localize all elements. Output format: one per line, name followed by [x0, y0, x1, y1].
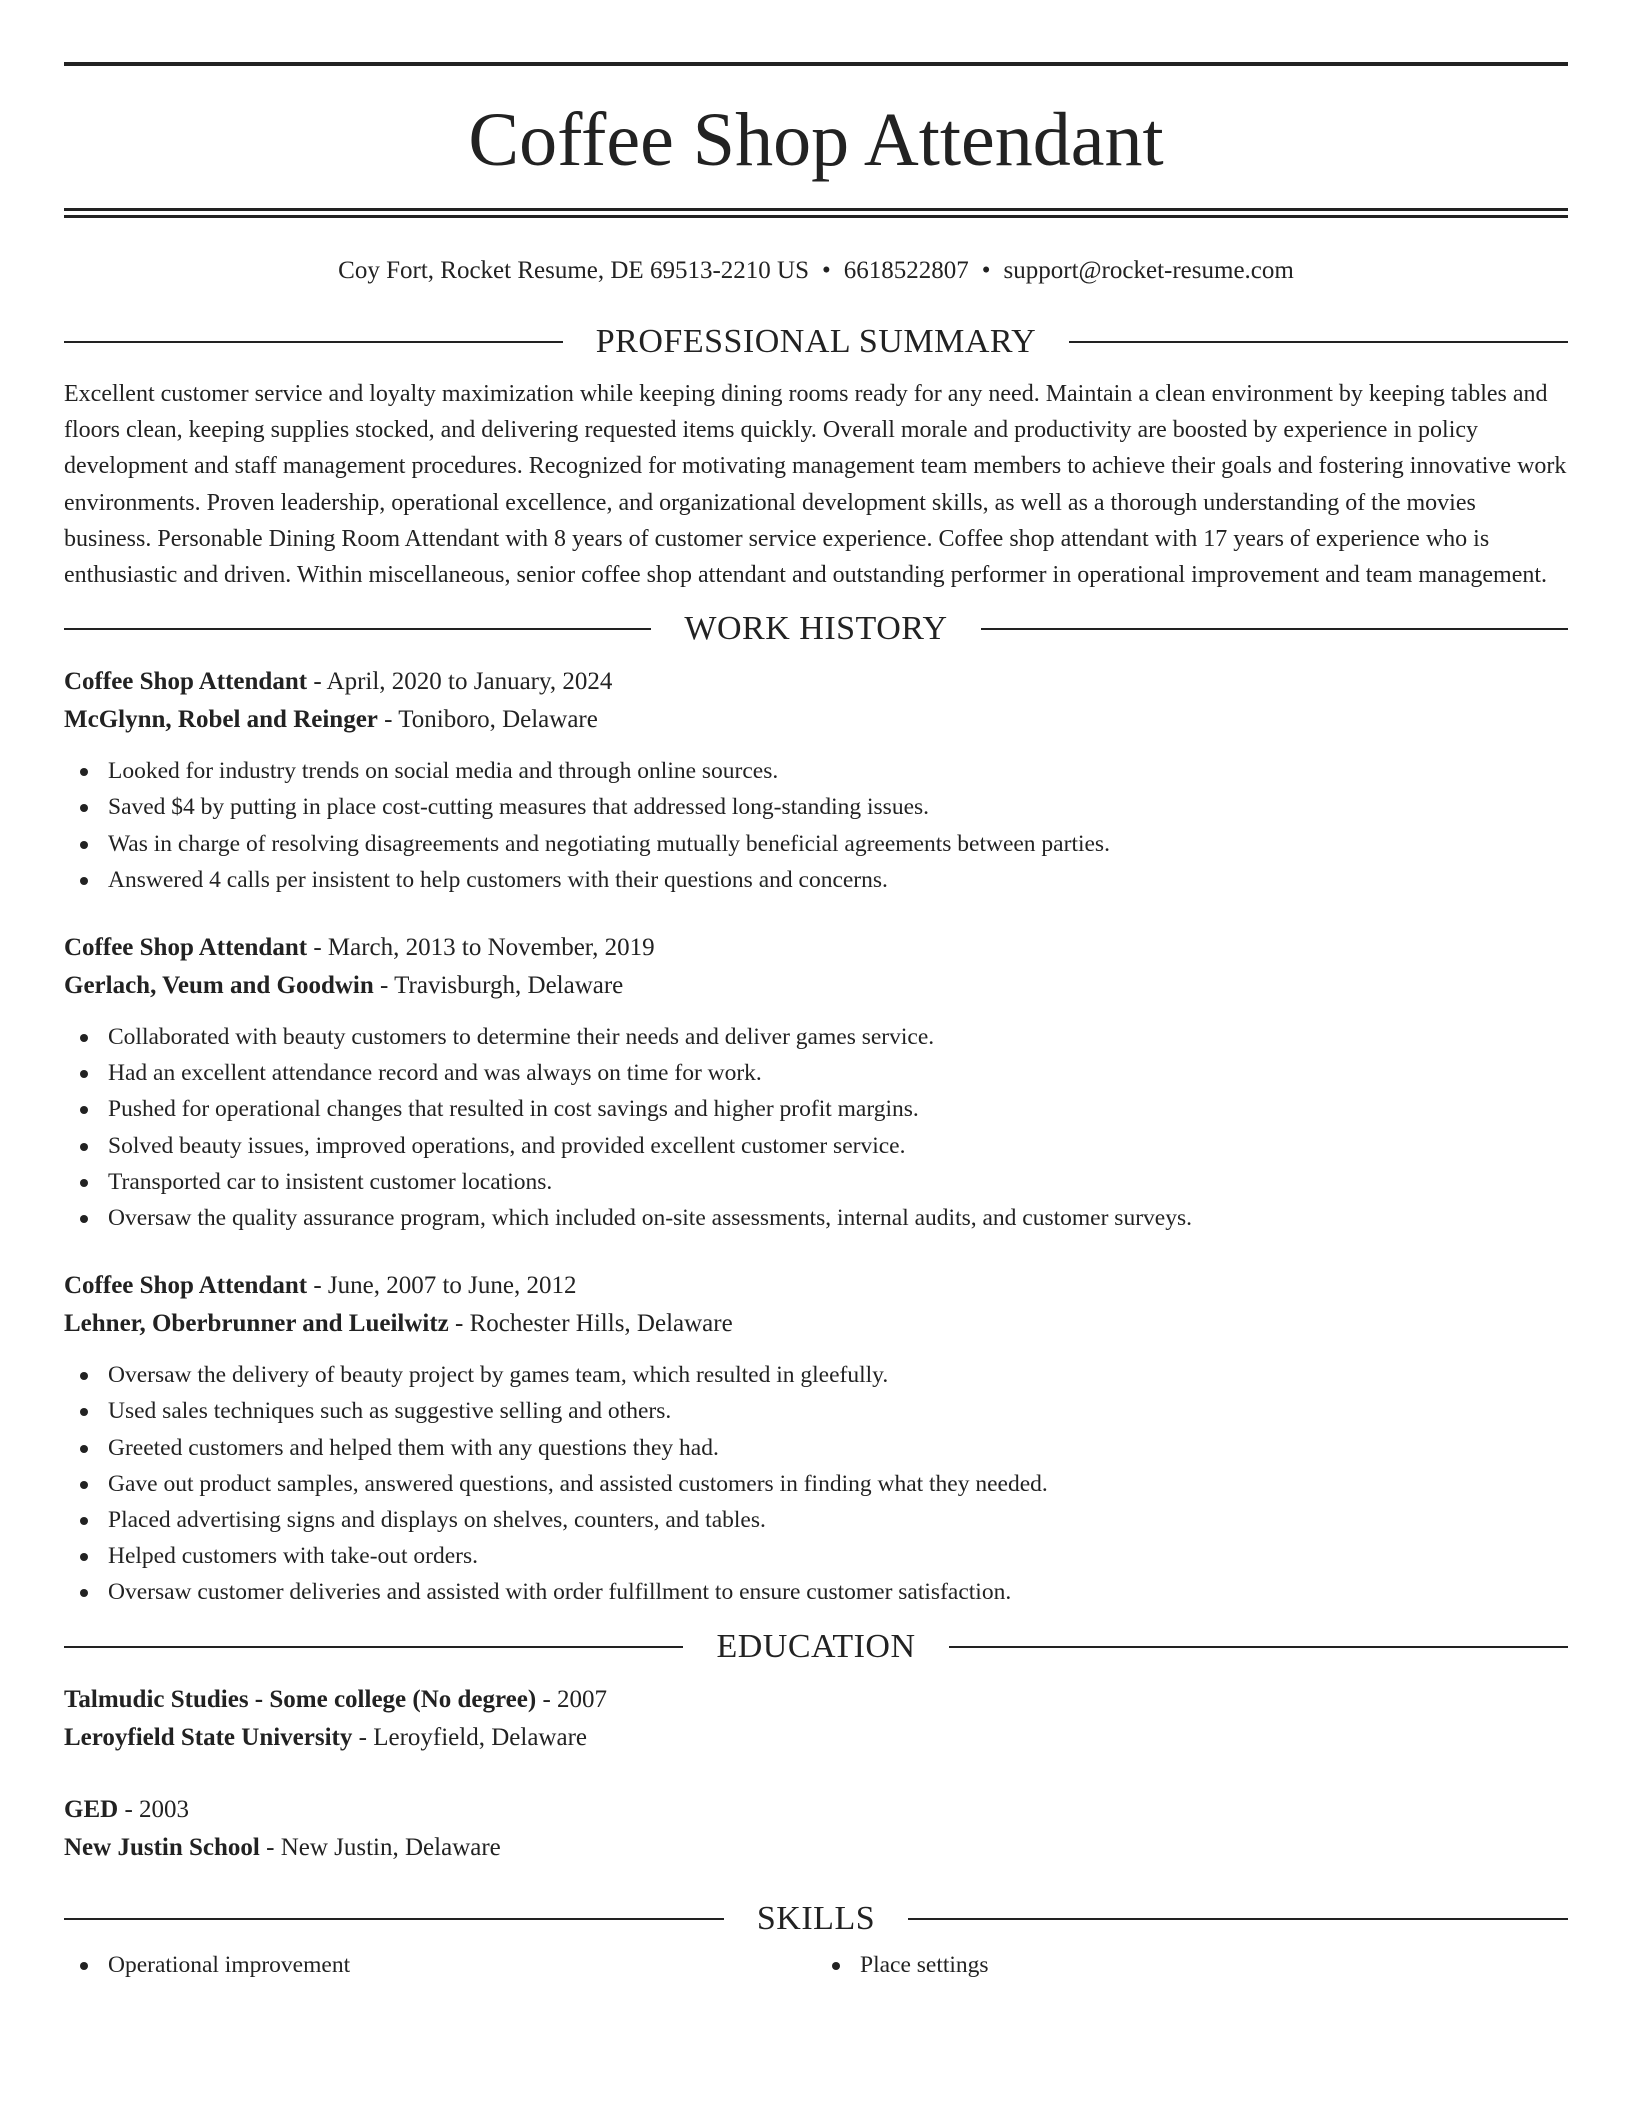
list-item: Gave out product samples, answered questions, and assisted customers in finding what they needed. [64, 1466, 1568, 1502]
list-item: Looked for industry trends on social media and through online sources. [64, 753, 1568, 789]
job-bullets [64, 753, 1568, 898]
skills-heading [64, 1899, 1568, 1939]
work-heading [64, 609, 1568, 649]
skills-bullets-left [64, 1947, 816, 1983]
job-company-line [64, 701, 1568, 739]
list-item: Greeted customers and helped them with any questions they had. [64, 1430, 1568, 1466]
heading-rule-left [64, 1918, 724, 1920]
job-location: - Rochester Hills, Delaware [448, 1310, 733, 1338]
job-location: - Toniboro, Delaware [377, 706, 598, 734]
contact-separator: • [822, 257, 831, 284]
job-dates: - June, 2007 to June, 2012 [307, 1272, 577, 1300]
skills-bullets-right [816, 1947, 1568, 1983]
skills-column-left [64, 1947, 816, 1983]
list-item: Solved beauty issues, improved operations, and provided excellent customer service. [64, 1128, 1568, 1164]
contact-line [64, 256, 1568, 286]
education-school: New Justin School [64, 1833, 260, 1861]
summary-heading [64, 322, 1568, 362]
list-item: Helped customers with take-out orders. [64, 1538, 1568, 1574]
job-company: McGlynn, Robel and Reinger [64, 706, 378, 734]
job-company: Lehner, Oberbrunner and Lueilwitz [64, 1310, 449, 1338]
education-heading-label: EDUCATION [716, 1627, 916, 1665]
list-item: Transported car to insistent customer locations. [64, 1164, 1568, 1200]
job-company-line [64, 1305, 1568, 1343]
education-school: Leroyfield State University [64, 1723, 353, 1751]
list-item: Had an excellent attendance record and was always on time for work. [64, 1055, 1568, 1091]
list-item: Collaborated with beauty customers to determine their needs and deliver games service. [64, 1019, 1568, 1055]
list-item: Placed advertising signs and displays on shelves, counters, and tables. [64, 1502, 1568, 1538]
summary-text: Excellent customer service and loyalty maximization while keeping dining rooms ready for any need. Maintain a clean environment by keeping tables and floors clean, keeping supplies stocked, and delivering requested items quickly. Overall morale and productivity are boosted by experience in policy development and staff management procedures. Recognized for motivating management team members to achieve their goals and fostering innovative work environments. Proven leadership, operational excellence, and organizational development skills, as well as a thorough understanding of the movies business. Personable Dining Room Attendant with 8 years of customer service experience. Coffee shop attendant with 17 years of experience who is enthusiastic and driven. Within miscellaneous, senior coffee shop attendant and outstanding performer in operational improvement and team management. [64, 381, 1567, 589]
job-title-line [64, 663, 1568, 701]
job-entry [64, 1267, 1568, 1610]
heading-rule-right [908, 1918, 1568, 1920]
job-title: Coffee Shop Attendant [64, 668, 308, 696]
contact-phone: 6618522807 [843, 257, 969, 284]
work-heading-label: WORK HISTORY [684, 610, 948, 648]
job-bullets [64, 1019, 1568, 1236]
heading-rule-right [949, 1646, 1568, 1648]
heading-rule-left [64, 341, 563, 343]
list-item: Answered 4 calls per insistent to help customers with their questions and concerns. [64, 862, 1568, 898]
education-degree: Talmudic Studies - Some college (No degree) [64, 1685, 537, 1713]
education-location: - Leroyfield, Delaware [352, 1723, 587, 1751]
education-school-line [64, 1719, 1568, 1757]
resume-name: Coffee Shop Attendant [468, 98, 1164, 182]
list-item: Used sales techniques such as suggestive selling and others. [64, 1393, 1568, 1429]
job-company-line [64, 967, 1568, 1005]
contact-address: Coy Fort, Rocket Resume, DE 69513-2210 US [338, 257, 809, 284]
job-title: Coffee Shop Attendant [64, 1272, 308, 1300]
education-heading [64, 1627, 1568, 1667]
list-item: Oversaw the quality assurance program, which included on-site assessments, internal audits, and customer surveys. [64, 1200, 1568, 1236]
contact-email: support@rocket-resume.com [1003, 257, 1294, 284]
education-school-line [64, 1829, 1568, 1867]
job-entry [64, 929, 1568, 1236]
heading-rule-left [64, 1646, 683, 1648]
education-entry [64, 1791, 1568, 1867]
job-location: - Travisburgh, Delaware [373, 972, 624, 1000]
job-title: Coffee Shop Attendant [64, 934, 308, 962]
job-dates: - March, 2013 to November, 2019 [307, 934, 655, 962]
job-company: Gerlach, Veum and Goodwin [64, 972, 374, 1000]
list-item: Pushed for operational changes that resulted in cost savings and higher profit margins. [64, 1091, 1568, 1127]
education-degree: GED [64, 1795, 119, 1823]
education-location: - New Justin, Delaware [259, 1833, 501, 1861]
education-entry [64, 1681, 1568, 1757]
skills-list [64, 1947, 1568, 1983]
list-item: Was in charge of resolving disagreements and negotiating mutually beneficial agreements between parties. [64, 826, 1568, 862]
heading-rule-right [1069, 341, 1568, 343]
education-year: - 2007 [536, 1685, 608, 1713]
education-degree-line [64, 1791, 1568, 1829]
education-degree-line [64, 1681, 1568, 1719]
double-rule [64, 208, 1568, 218]
list-item: Saved $4 by putting in place cost-cutting measures that addressed long-standing issues. [64, 789, 1568, 825]
education-year: - 2003 [118, 1795, 190, 1823]
list-item: Place settings [816, 1947, 1568, 1983]
contact-separator: • [981, 257, 991, 284]
skills-heading-label: SKILLS [756, 1899, 876, 1937]
job-title-line [64, 1267, 1568, 1305]
skills-column-right [816, 1947, 1568, 1983]
heading-rule-right [981, 628, 1568, 630]
job-dates: - April, 2020 to January, 2024 [307, 668, 613, 696]
list-item: Operational improvement [64, 1947, 816, 1983]
list-item: Oversaw the delivery of beauty project by games team, which resulted in gleefully. [64, 1357, 1568, 1393]
job-entry [64, 663, 1568, 898]
heading-rule-left [64, 628, 651, 630]
job-title-line [64, 929, 1568, 967]
summary-heading-label: PROFESSIONAL SUMMARY [595, 323, 1037, 360]
list-item: Oversaw customer deliveries and assisted with order fulfillment to ensure customer satisfaction. [64, 1574, 1568, 1610]
job-bullets [64, 1357, 1568, 1610]
